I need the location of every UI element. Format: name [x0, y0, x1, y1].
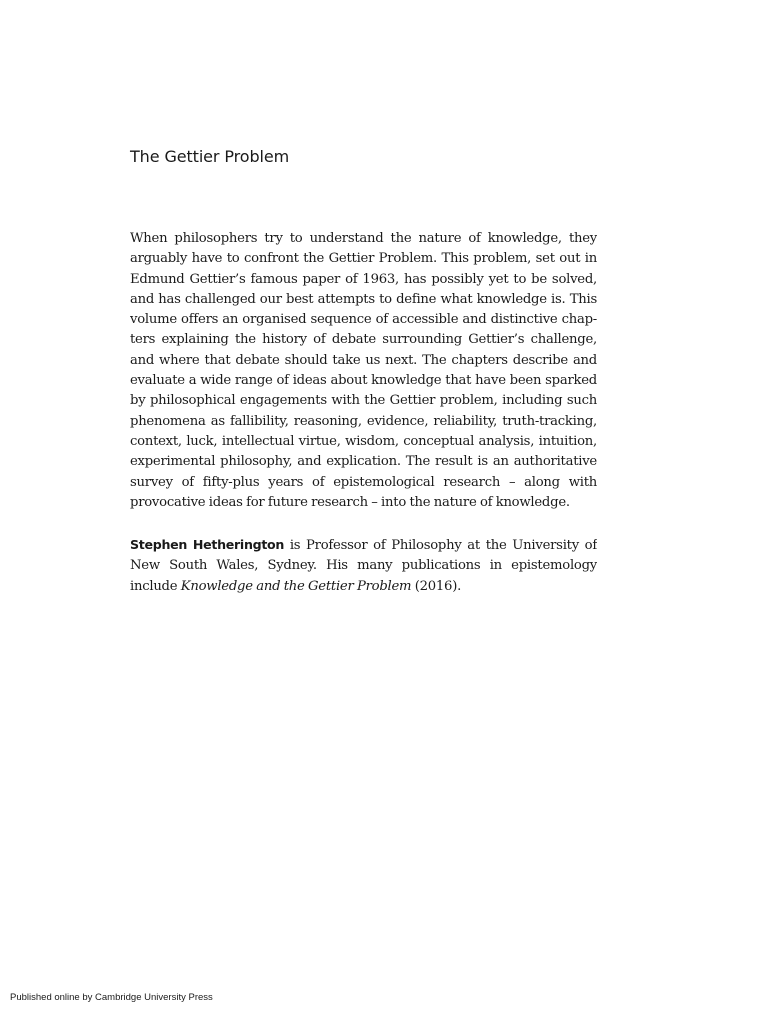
- author-bio-text: include: [130, 578, 181, 594]
- book-description: [130, 229, 597, 513]
- description-line: ters explaining the history of debate surrounding Gettier’s challenge,: [130, 332, 597, 348]
- description-line: context, luck, intellectual virtue, wisdom, conceptual analysis, intuition,: [130, 433, 597, 449]
- description-line: and has challenged our best attempts to define what knowledge is. This: [130, 291, 597, 307]
- author-bio-line: New South Wales, Sydney. His many publications in epistemology: [130, 558, 597, 574]
- author-name: Stephen Hetherington: [130, 537, 285, 552]
- author-bio-line: [130, 535, 597, 556]
- author-bio-text: (2016).: [411, 578, 462, 594]
- description-line: survey of fifty-plus years of epistemological research – along with: [130, 474, 597, 490]
- description-line: When philosophers try to understand the nature of knowledge, they: [130, 231, 597, 246]
- description-line: provocative ideas for future research – into the nature of knowledge.: [130, 494, 570, 510]
- author-bio: [130, 535, 597, 597]
- page-title: The Gettier Problem: [130, 147, 290, 166]
- description-line: Edmund Gettier’s famous paper of 1963, has possibly yet to be solved,: [130, 271, 597, 287]
- author-bio-text: is Professor of Philosophy at the University of: [284, 538, 597, 553]
- description-line: volume offers an organised sequence of accessible and distinctive chap-: [130, 312, 597, 328]
- book-title: Knowledge and the Gettier Problem: [180, 578, 412, 594]
- description-line: arguably have to confront the Gettier Problem. This problem, set out in: [130, 251, 597, 267]
- description-line: experimental philosophy, and explication. The result is an authoritative: [130, 454, 597, 470]
- description-line: and where that debate should take us next. The chapters describe and: [130, 352, 597, 368]
- description-line: by philosophical engagements with the Gettier problem, including such: [130, 393, 597, 409]
- author-bio-line: [130, 577, 597, 597]
- description-line: phenomena as fallibility, reasoning, evidence, reliability, truth-tracking,: [130, 413, 597, 429]
- description-line: evaluate a wide range of ideas about knowledge that have been sparked: [130, 373, 597, 389]
- publisher-note: Published online by Cambridge University Press: [10, 992, 213, 1003]
